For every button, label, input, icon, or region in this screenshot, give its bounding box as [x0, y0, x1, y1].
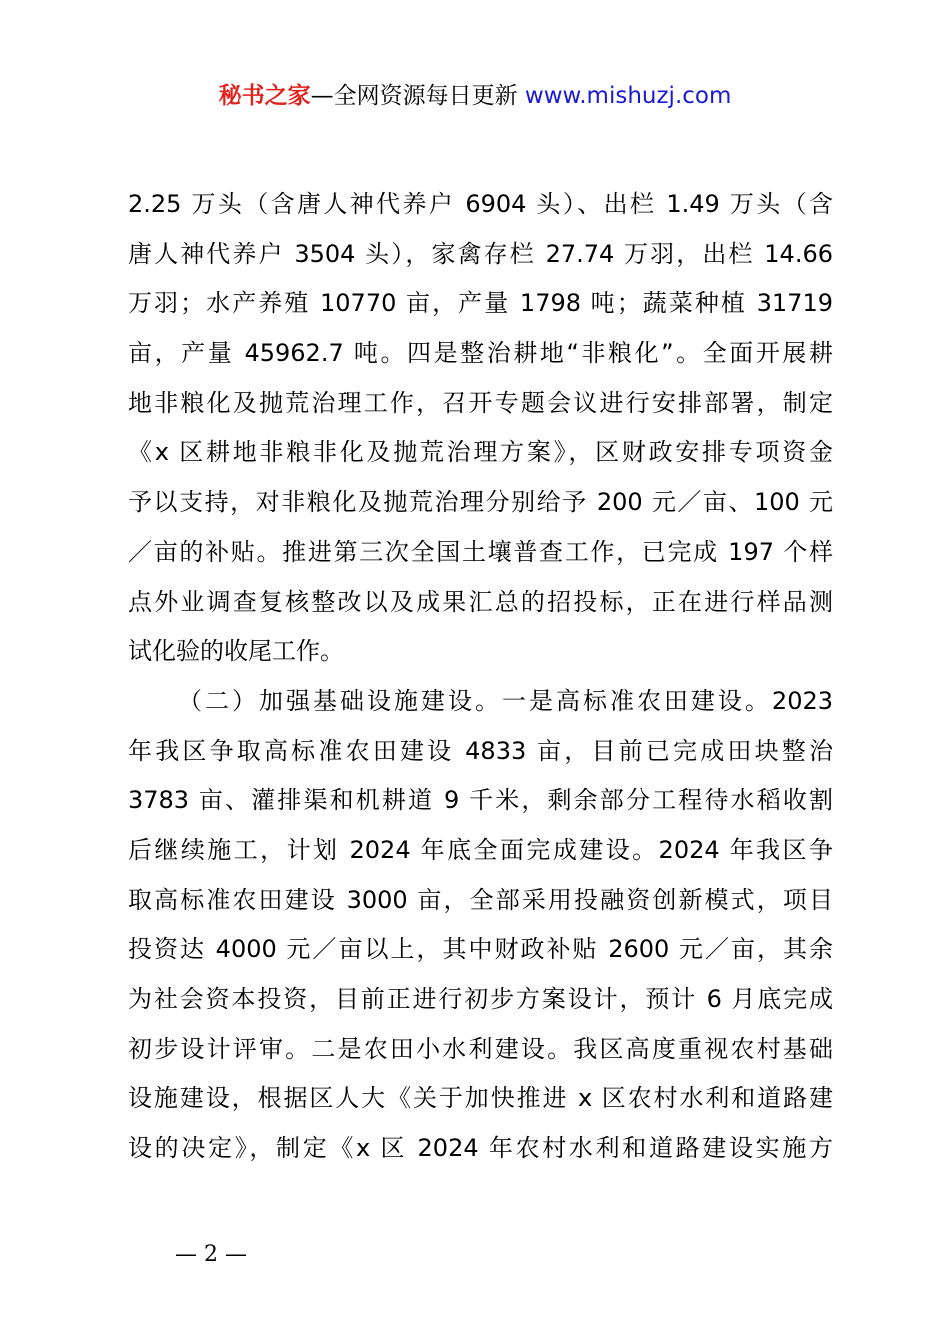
text-line: 初步设计评审。二是农田小水利建设。我区高度重视农村基础	[128, 1034, 833, 1063]
text-line: 唐人神代养户 3504 头），家禽存栏 27.74 万羽，出栏 14.66	[128, 239, 833, 268]
text-line: 投资达 4000 元／亩以上，其中财政补贴 2600 元／亩，其余	[128, 935, 833, 964]
text-line: （二）加强基础设施建设。一是高标准农田建设。2023	[178, 686, 833, 715]
text-line: 予以支持，对非粮化及抛荒治理分别给予 200 元／亩、100 元	[128, 488, 833, 517]
text-line: 设施建设，根据区人大《关于加快推进 x 区农村水利和道路建	[128, 1084, 833, 1113]
paragraph-2	[128, 677, 833, 1174]
header-tagline: —全网资源每日更新	[310, 83, 518, 109]
text-line: 设的决定》，制定《x 区 2024 年农村水利和道路建设实施方	[128, 1134, 833, 1163]
text-line: 地非粮化及抛荒治理工作，召开专题会议进行安排部署，制定	[128, 388, 833, 417]
text-line: ／亩的补贴。推进第三次全国土壤普查工作，已完成 197 个样	[128, 537, 833, 566]
text-line: 亩，产量 45962.7 吨。四是整治耕地“非粮化”。全面开展耕	[128, 339, 833, 368]
brand-name: 秘书之家	[218, 83, 311, 109]
site-url-link[interactable]: www.mishuzj.com	[524, 83, 732, 109]
text-line: 为社会资本投资，目前正进行初步方案设计，预计 6 月底完成	[128, 985, 833, 1013]
paragraph-1	[128, 180, 833, 677]
text-line: 年我区争取高标准农田建设 4833 亩，目前已完成田块整治	[128, 736, 833, 765]
text-line: 3783 亩、灌排渠和机耕道 9 千米，剩余部分工程待水稻收割	[128, 786, 833, 815]
page-number: — 2 —	[175, 1242, 247, 1267]
site-header	[0, 80, 950, 112]
text-line: 点外业调查复核整改以及成果汇总的招投标，正在进行样品测	[128, 587, 833, 616]
text-line: 《x 区耕地非粮非化及抛荒治理方案》，区财政安排专项资金	[128, 438, 833, 467]
text-line: 万羽；水产养殖 10770 亩，产量 1798 吨；蔬菜种植 31719	[128, 289, 833, 318]
document-body	[128, 180, 833, 1174]
text-line: 2.25 万头（含唐人神代养户 6904 头）、出栏 1.49 万头（含	[128, 190, 833, 218]
text-line: 取高标准农田建设 3000 亩，全部采用投融资创新模式，项目	[128, 885, 833, 914]
text-line: 试化验的收尾工作。	[128, 637, 344, 666]
text-line: 后继续施工，计划 2024 年底全面完成建设。2024 年我区争	[128, 835, 833, 864]
